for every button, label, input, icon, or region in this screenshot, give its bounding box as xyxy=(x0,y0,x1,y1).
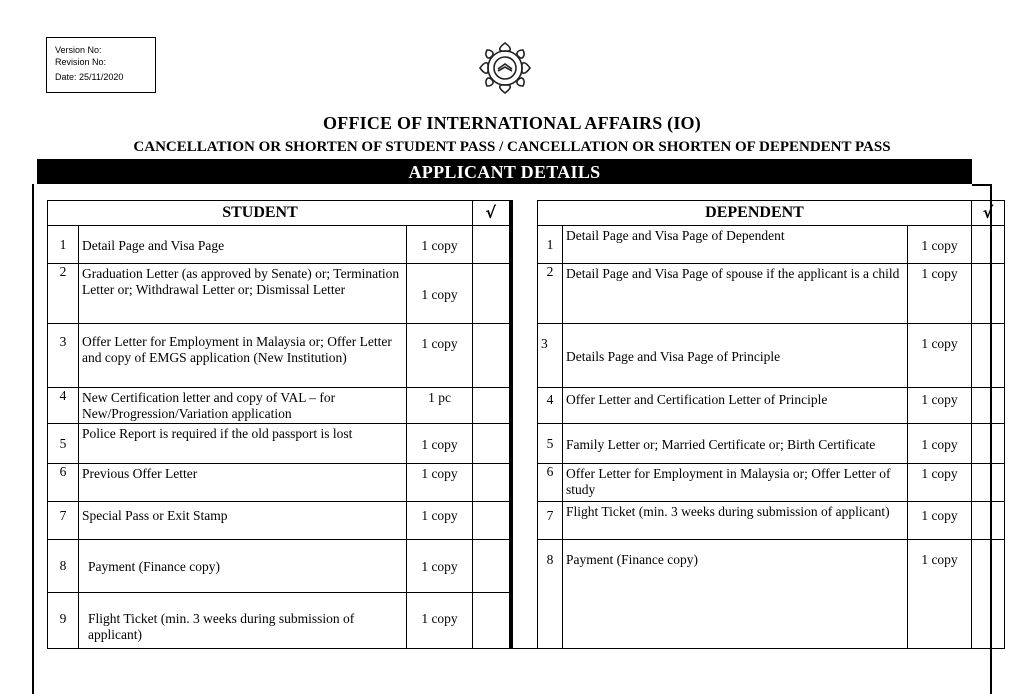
student-row-qty: 1 copy xyxy=(407,324,473,388)
dependent-row-check[interactable] xyxy=(972,226,1005,264)
column-divider xyxy=(511,388,538,424)
dependent-row-qty: 1 copy xyxy=(908,388,972,424)
dependent-row-number: 1 xyxy=(538,226,563,264)
student-heading: STUDENT xyxy=(48,201,473,226)
dependent-row-item: Offer Letter and Certification Letter of Principle xyxy=(563,388,908,424)
student-row-number: 3 xyxy=(48,324,79,388)
student-row-number: 1 xyxy=(48,226,79,264)
column-divider xyxy=(511,201,538,226)
student-row-item: Payment (Finance copy) xyxy=(79,540,407,593)
revision-label: Revision No: xyxy=(55,57,107,67)
student-row-check[interactable] xyxy=(473,593,511,649)
dependent-row-qty: 1 copy xyxy=(908,464,972,502)
dependent-row-number: 6 xyxy=(538,464,563,502)
student-row-check[interactable] xyxy=(473,502,511,540)
dependent-row-item: Family Letter or; Married Certificate or; Birth Certificate xyxy=(563,424,908,464)
student-row-item: Previous Offer Letter xyxy=(79,464,407,502)
dependent-row-item: Details Page and Visa Page of Principle xyxy=(563,324,908,388)
page-subtitle: CANCELLATION OR SHORTEN OF STUDENT PASS / CANCELLATION OR SHORTEN OF DEPENDENT PASS xyxy=(133,139,891,155)
column-divider xyxy=(511,464,538,502)
dependent-row-qty: 1 copy xyxy=(908,324,972,388)
dependent-row-check[interactable] xyxy=(972,424,1005,464)
student-check-header: √ xyxy=(473,201,511,226)
student-row-qty: 1 copy xyxy=(407,424,473,464)
student-row-qty: 1 pc xyxy=(407,388,473,424)
section-banner: APPLICANT DETAILS xyxy=(37,159,972,184)
dependent-row-qty: 1 copy xyxy=(908,226,972,264)
student-row-number: 2 xyxy=(48,264,79,324)
date-label: Date: 25/11/2020 xyxy=(55,72,124,82)
student-row-check[interactable] xyxy=(473,226,511,264)
column-divider xyxy=(511,226,538,264)
dependent-row-check[interactable] xyxy=(972,388,1005,424)
student-row-item: Offer Letter for Employment in Malaysia or; Offer Letter and copy of EMGS application (New Institution) xyxy=(79,324,407,388)
dependent-row-qty: 1 copy xyxy=(908,264,972,324)
frame-top-border xyxy=(972,184,991,186)
dependent-row-check[interactable] xyxy=(972,464,1005,502)
dependent-row-item: Detail Page and Visa Page of spouse if the applicant is a child xyxy=(563,264,908,324)
student-row-item: Graduation Letter (as approved by Senate) or; Termination Letter or; Withdrawal Letter or; Dismissal Letter xyxy=(79,264,407,324)
checklist-table xyxy=(47,200,1005,649)
student-row-check[interactable] xyxy=(473,540,511,593)
dependent-row-item: Payment (Finance copy) xyxy=(563,540,908,649)
student-row-number: 7 xyxy=(48,502,79,540)
dependent-row-check[interactable] xyxy=(972,324,1005,388)
dependent-check-header: √ xyxy=(972,201,1005,226)
dependent-row-qty: 1 copy xyxy=(908,502,972,540)
student-row-item: Detail Page and Visa Page xyxy=(79,226,407,264)
student-row-item: Flight Ticket (min. 3 weeks during submission of applicant) xyxy=(79,593,407,649)
dependent-row-qty: 1 copy xyxy=(908,424,972,464)
column-divider xyxy=(511,593,538,649)
student-row-check[interactable] xyxy=(473,264,511,324)
dependent-row-number: 4 xyxy=(538,388,563,424)
student-row-check[interactable] xyxy=(473,464,511,502)
student-row-check[interactable] xyxy=(473,424,511,464)
student-row-qty: 1 copy xyxy=(407,226,473,264)
student-row-qty: 1 copy xyxy=(407,502,473,540)
frame-left-border xyxy=(32,184,34,694)
dependent-row-check[interactable] xyxy=(972,264,1005,324)
dependent-row-number: 7 xyxy=(538,502,563,540)
dependent-row-check[interactable] xyxy=(972,540,1005,649)
dependent-row-check[interactable] xyxy=(972,502,1005,540)
student-row-number: 5 xyxy=(48,424,79,464)
university-logo-icon xyxy=(470,38,540,98)
dependent-row-qty: 1 copy xyxy=(908,540,972,649)
dependent-row-number: 8 xyxy=(538,540,563,649)
dependent-row-number: 5 xyxy=(538,424,563,464)
column-divider xyxy=(511,540,538,593)
column-divider xyxy=(511,324,538,388)
student-row-number: 8 xyxy=(48,540,79,593)
dependent-row-item: Offer Letter for Employment in Malaysia or; Offer Letter of study xyxy=(563,464,908,502)
dependent-row-number: 3 xyxy=(538,324,563,388)
dependent-heading: DEPENDENT xyxy=(538,201,972,226)
student-row-item: Police Report is required if the old passport is lost xyxy=(79,424,407,464)
column-divider xyxy=(511,264,538,324)
student-row-qty: 1 copy xyxy=(407,464,473,502)
student-row-qty: 1 copy xyxy=(407,264,473,324)
version-box xyxy=(46,37,156,93)
dependent-row-number: 2 xyxy=(538,264,563,324)
column-divider xyxy=(511,424,538,464)
student-row-item: Special Pass or Exit Stamp xyxy=(79,502,407,540)
student-row-item: New Certification letter and copy of VAL – for New/Progression/Variation application xyxy=(79,388,407,424)
student-row-check[interactable] xyxy=(473,388,511,424)
dependent-row-item: Flight Ticket (min. 3 weeks during submission of applicant) xyxy=(563,502,908,540)
student-row-number: 9 xyxy=(48,593,79,649)
version-label: Version No: xyxy=(55,45,102,55)
student-row-number: 6 xyxy=(48,464,79,502)
student-row-check[interactable] xyxy=(473,324,511,388)
student-row-qty: 1 copy xyxy=(407,593,473,649)
student-row-qty: 1 copy xyxy=(407,540,473,593)
student-row-number: 4 xyxy=(48,388,79,424)
dependent-row-item: Detail Page and Visa Page of Dependent xyxy=(563,226,908,264)
page-title: OFFICE OF INTERNATIONAL AFFAIRS (IO) xyxy=(323,113,701,133)
column-divider xyxy=(511,502,538,540)
